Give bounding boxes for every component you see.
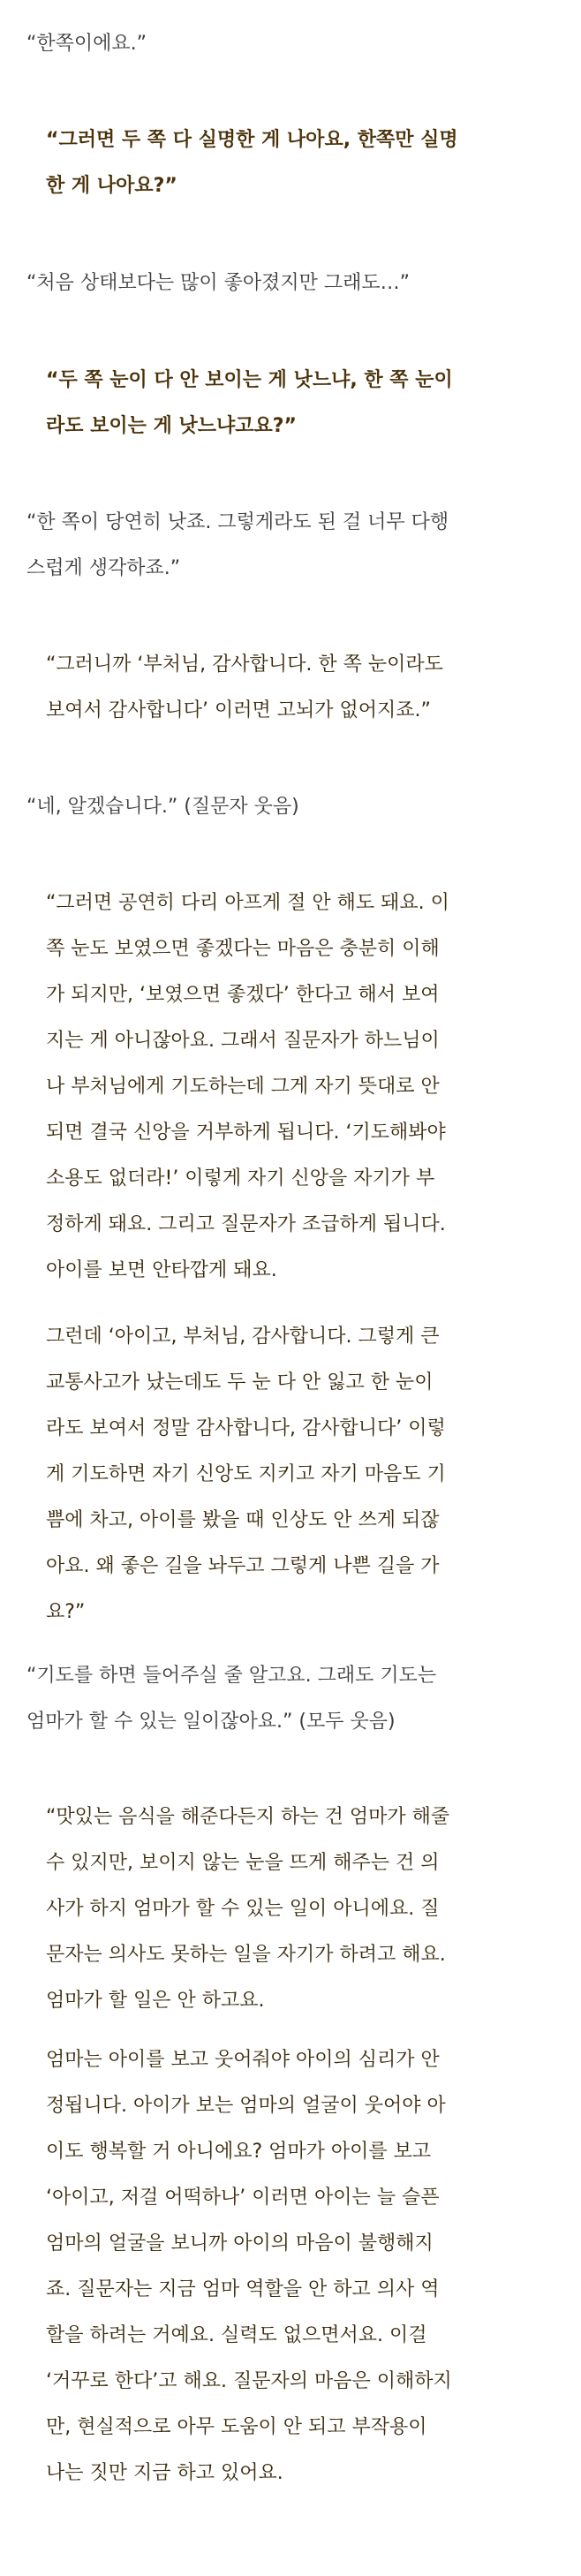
answer-paragraph — [46, 358, 453, 449]
question-paragraph — [26, 784, 299, 830]
paragraph-line: 나 부처님에게 기도하는데 그게 자기 뜻대로 안 — [46, 1076, 440, 1098]
paragraph-line: 되면 결국 신앙을 거부하게 됩니다. ‘기도해봐야 — [46, 1122, 446, 1144]
paragraph-line: 한 게 나아요?” — [46, 175, 177, 197]
paragraph-line: “맛있는 음식을 해준다든지 하는 건 엄마가 해줄 — [46, 1806, 450, 1828]
paragraph-line: “그러면 두 쪽 다 실명한 게 나아요, 한쪽만 실명 — [46, 129, 458, 151]
paragraph-line: 이도 행복할 거 아니에요? 엄마가 아이를 보고 — [46, 2141, 432, 2163]
paragraph-line: “한쪽이에요.” — [26, 33, 147, 55]
paragraph-line: 사가 하지 엄마가 할 수 있는 일이 아니에요. 질 — [46, 1898, 440, 1920]
paragraph-line: 게 기도하면 자기 신앙도 지키고 자기 마음도 기 — [46, 1463, 446, 1485]
paragraph-line: 쪽 눈도 보였으면 좋겠다는 마음은 충분히 이해 — [46, 938, 440, 960]
question-paragraph — [26, 1653, 436, 1745]
question-paragraph — [26, 261, 410, 306]
paragraph-line: 소용도 없더라!’ 이렇게 자기 신앙을 자기가 부 — [46, 1167, 435, 1190]
paragraph-line: 요?” — [46, 1601, 86, 1623]
paragraph-line: 가 되지만, ‘보였으면 좋겠다’ 한다고 해서 보여 — [46, 984, 440, 1006]
paragraph-line: “기도를 하면 들어주실 줄 알고요. 그래도 기도는 — [26, 1665, 437, 1687]
paragraph-line: 수 있지만, 보이지 않는 눈을 뜨게 해주는 건 의 — [46, 1852, 440, 1874]
paragraph-line: “한 쪽이 당연히 낫죠. 그렇게라도 된 걸 너무 다행 — [26, 511, 449, 533]
paragraph-line: 라도 보이는 게 낫느냐고요?” — [46, 415, 297, 437]
paragraph-line: 할을 하려는 거예요. 실력도 없으면서요. 이걸 — [46, 2324, 427, 2346]
paragraph-line: ‘거꾸로 한다’고 해요. 질문자의 마음은 이해하지 — [46, 2370, 452, 2392]
answer-paragraph — [46, 2037, 452, 2497]
question-paragraph — [26, 500, 449, 592]
paragraph-line: 문자는 의사도 못하는 일을 자기가 하려고 해요. — [46, 1944, 446, 1966]
paragraph-line: 그런데 ‘아이고, 부처님, 감사합니다. 그렇게 큰 — [46, 1326, 440, 1348]
paragraph-line: 만, 현실적으로 아무 도움이 안 되고 부작용이 — [46, 2416, 427, 2438]
paragraph-line: 엄마는 아이를 보고 웃어줘야 아이의 심리가 안 — [46, 2049, 440, 2071]
paragraph-line: 나는 짓만 지금 하고 있어요. — [46, 2462, 283, 2484]
paragraph-line: 엄마가 할 일은 안 하고요. — [46, 1990, 265, 2012]
paragraph-line: 엄마의 얼굴을 보니까 아이의 마음이 불행해지 — [46, 2232, 434, 2255]
answer-paragraph — [46, 1314, 446, 1635]
paragraph-line: 엄마가 할 수 있는 일이잖아요.” (모두 웃음) — [26, 1711, 396, 1733]
paragraph-line: 정하게 돼요. 그리고 질문자가 조급하게 됩니다. — [46, 1213, 446, 1235]
paragraph-line: 스럽게 생각하죠.” — [26, 557, 181, 579]
answer-paragraph — [46, 642, 443, 734]
paragraph-line: 교통사고가 났는데도 두 눈 다 안 잃고 한 눈이 — [46, 1371, 434, 1394]
paragraph-line: 라도 보여서 정말 감사합니다, 감사합니다’ 이렇 — [46, 1417, 446, 1439]
paragraph-line: “처음 상태보다는 많이 좋아졌지만 그래도…” — [26, 272, 411, 294]
paragraph-line: 아이를 보면 안타깝게 돼요. — [46, 1259, 277, 1281]
paragraph-line: 죠. 질문자는 지금 엄마 역할을 안 하고 의사 역 — [46, 2278, 440, 2300]
answer-paragraph — [46, 117, 458, 209]
paragraph-line: “두 쪽 눈이 다 안 보이는 게 낫느냐, 한 쪽 눈이 — [46, 369, 453, 391]
paragraph-line: ‘아이고, 저걸 어떡하나’ 이러면 아이는 늘 슬픈 — [46, 2187, 440, 2209]
paragraph-line: “그러니까 ‘부처님, 감사합니다. 한 쪽 눈이라도 — [46, 653, 443, 676]
paragraph-line: “그러면 공연히 다리 아프게 절 안 해도 돼요. 이 — [46, 892, 449, 914]
paragraph-line: 쁨에 차고, 아이를 봤을 때 인상도 안 쓰게 되잖 — [46, 1509, 440, 1531]
paragraph-line: 아요. 왜 좋은 길을 놔두고 그렇게 나쁜 길을 가 — [46, 1555, 440, 1577]
paragraph-line: “네, 알겠습니다.” (질문자 웃음) — [26, 796, 299, 818]
answer-paragraph — [46, 880, 449, 1294]
answer-paragraph — [46, 1794, 449, 2024]
paragraph-line: 지는 게 아니잖아요. 그래서 질문자가 하느님이 — [46, 1030, 440, 1052]
paragraph-line: 보여서 감사합니다’ 이러면 고뇌가 없어지죠.” — [46, 699, 431, 721]
paragraph-line: 정됩니다. 아이가 보는 엄마의 얼굴이 웃어야 아 — [46, 2095, 446, 2117]
question-paragraph — [26, 21, 147, 67]
